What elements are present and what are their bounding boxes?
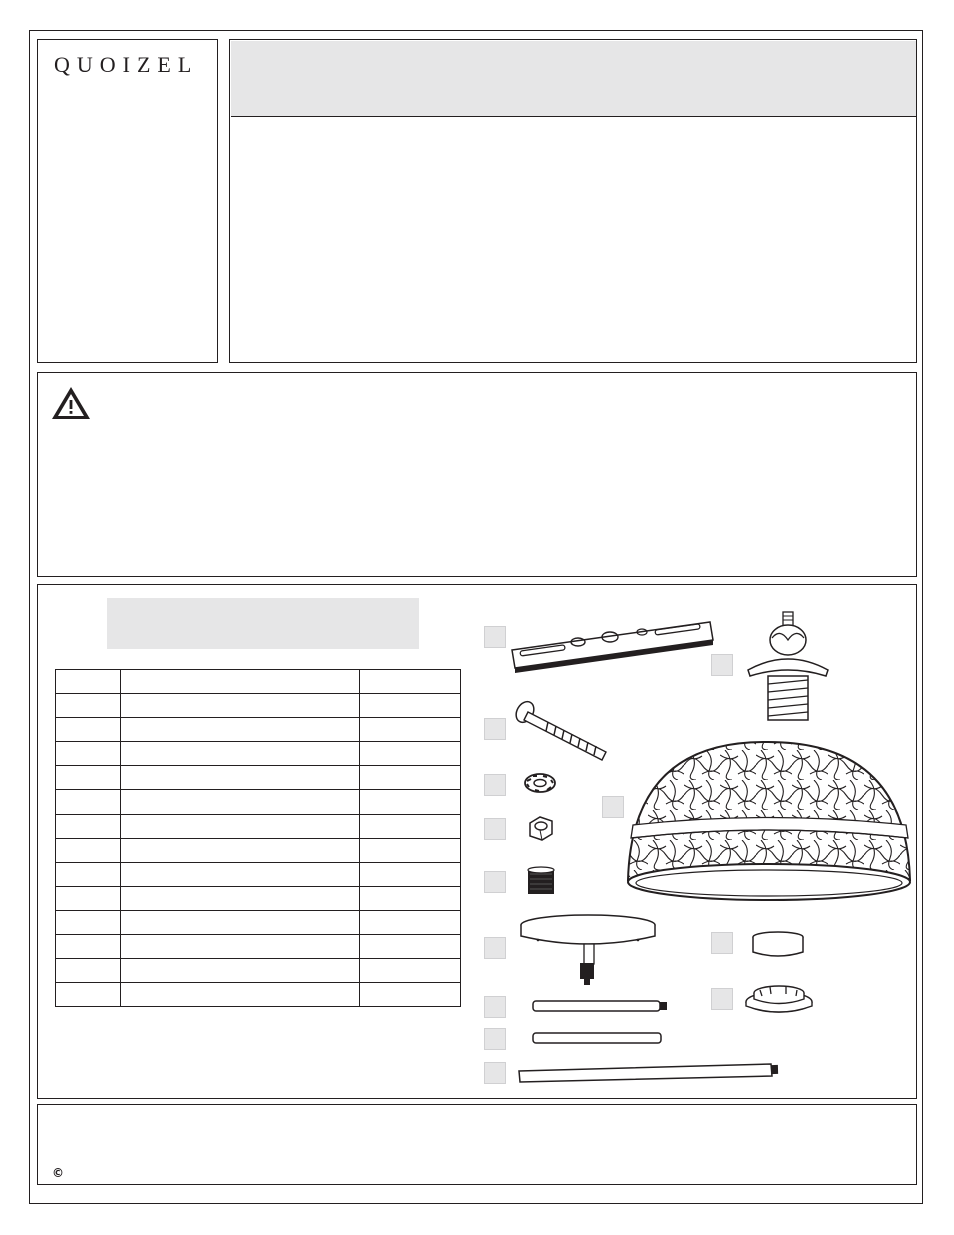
lock-nut-illustration	[746, 986, 812, 1012]
hex-nut-illustration	[530, 817, 552, 840]
canopy-illustration	[521, 915, 655, 985]
medium-rod-illustration	[533, 1033, 661, 1043]
long-rod-illustration	[519, 1064, 778, 1082]
lock-washer-illustration	[525, 774, 555, 792]
footer-box	[37, 1104, 917, 1185]
threaded-nipple-illustration	[528, 867, 554, 894]
crossbar-illustration	[512, 622, 713, 673]
copyright-symbol: ©	[52, 1166, 64, 1180]
short-rod-illustration	[533, 1001, 667, 1011]
mounting-screw-illustration	[513, 698, 606, 760]
brand-logo: QUOIZEL	[54, 52, 199, 77]
socket-cup-illustration	[748, 612, 828, 720]
shade-ring-illustration	[753, 932, 803, 956]
glass-shade-illustration	[628, 742, 910, 900]
